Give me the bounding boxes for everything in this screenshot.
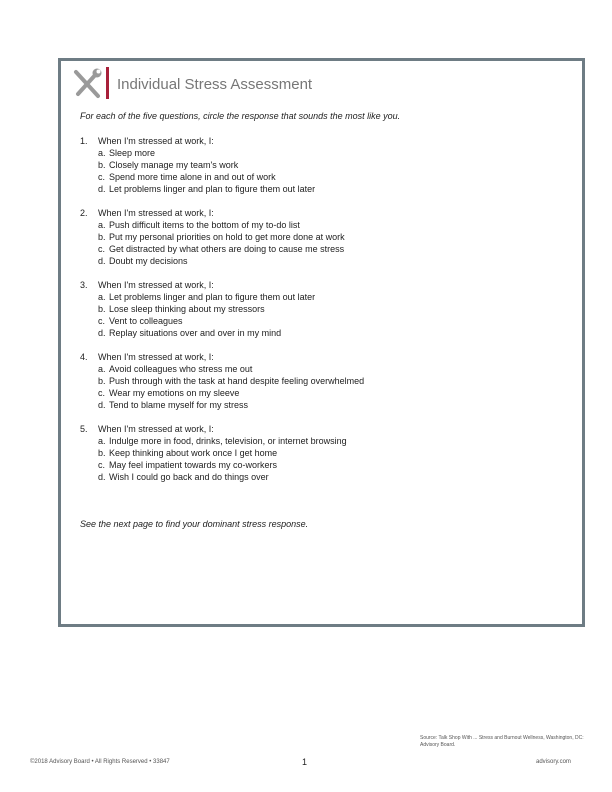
- answer-option[interactable]: [80, 315, 315, 327]
- option-letter: c.: [98, 388, 106, 398]
- answer-option[interactable]: [80, 291, 315, 303]
- option-text: Lose sleep thinking about my stressors: [109, 304, 265, 314]
- question-number: 5.: [80, 424, 88, 434]
- option-text: Let problems linger and plan to figure them out later: [109, 184, 316, 194]
- question-stem: [80, 351, 364, 363]
- answer-option[interactable]: [80, 219, 345, 231]
- question-number: 4.: [80, 352, 88, 362]
- answer-option[interactable]: [80, 231, 345, 243]
- answer-option[interactable]: [80, 303, 315, 315]
- option-text: Keep thinking about work once I get home: [109, 448, 278, 458]
- option-text: Push difficult items to the bottom of my to-do list: [109, 220, 300, 230]
- option-letter: d.: [98, 328, 106, 338]
- answer-option[interactable]: [80, 171, 315, 183]
- question: [80, 135, 315, 195]
- option-text: Sleep more: [109, 148, 156, 158]
- option-text: Put my personal priorities on hold to get more done at work: [109, 232, 345, 242]
- option-letter: a.: [98, 148, 106, 158]
- question-stem: [80, 207, 345, 219]
- option-letter: b.: [98, 160, 106, 170]
- page-title: Individual Stress Assessment: [117, 76, 313, 93]
- question-text: When I'm stressed at work, I:: [98, 208, 214, 218]
- question-number: 2.: [80, 208, 88, 218]
- answer-option[interactable]: [80, 363, 364, 375]
- answer-option[interactable]: [80, 471, 347, 483]
- option-letter: d.: [98, 256, 106, 266]
- option-letter: c.: [98, 244, 106, 254]
- option-text: Wear my emotions on my sleeve: [109, 388, 240, 398]
- question-stem: [80, 135, 315, 147]
- option-letter: b.: [98, 304, 106, 314]
- answer-option[interactable]: [80, 387, 364, 399]
- answer-option[interactable]: [80, 147, 315, 159]
- page-number: 1: [302, 757, 308, 767]
- question-stem: [80, 279, 315, 291]
- question-number: 1.: [80, 136, 88, 146]
- option-letter: d.: [98, 400, 106, 410]
- option-text: May feel impatient towards my co-workers: [109, 460, 278, 470]
- answer-option[interactable]: [80, 255, 345, 267]
- question-stem: [80, 423, 347, 435]
- option-text: Closely manage my team's work: [109, 160, 239, 170]
- answer-option[interactable]: [80, 375, 364, 387]
- answer-option[interactable]: [80, 243, 345, 255]
- question: [80, 351, 364, 411]
- instructions: For each of the five questions, circle the response that sounds the most like you.: [80, 111, 401, 121]
- answer-option[interactable]: [80, 159, 315, 171]
- answer-option[interactable]: [80, 327, 315, 339]
- website: advisory.com: [536, 759, 571, 765]
- option-text: Push through with the task at hand despite feeling overwhelmed: [109, 376, 365, 386]
- option-letter: b.: [98, 232, 106, 242]
- answer-option[interactable]: [80, 459, 347, 471]
- option-letter: a.: [98, 292, 106, 302]
- question-number: 3.: [80, 280, 88, 290]
- copyright: ©2018 Advisory Board • All Rights Reserved • 33847: [30, 759, 170, 765]
- tools-icon: [72, 68, 102, 100]
- option-text: Avoid colleagues who stress me out: [109, 364, 253, 374]
- answer-option[interactable]: [80, 399, 364, 411]
- option-letter: d.: [98, 472, 106, 482]
- question: [80, 207, 345, 267]
- source-citation: Source: Talk Shop With ... Stress and Burnout Wellness, Washington, DC: Advisory Board.: [420, 735, 584, 748]
- question-text: When I'm stressed at work, I:: [98, 424, 214, 434]
- answer-option[interactable]: [80, 183, 315, 195]
- option-text: Vent to colleagues: [109, 316, 183, 326]
- next-page-note: See the next page to find your dominant stress response.: [80, 519, 309, 529]
- option-text: Get distracted by what others are doing to cause me stress: [109, 244, 345, 254]
- option-letter: c.: [98, 172, 106, 182]
- question-text: When I'm stressed at work, I:: [98, 136, 214, 146]
- option-text: Let problems linger and plan to figure them out later: [109, 292, 316, 302]
- question-text: When I'm stressed at work, I:: [98, 280, 214, 290]
- question-text: When I'm stressed at work, I:: [98, 352, 214, 362]
- option-text: Indulge more in food, drinks, television, or internet browsing: [109, 436, 347, 446]
- question: [80, 423, 347, 483]
- option-text: Tend to blame myself for my stress: [109, 400, 249, 410]
- option-text: Replay situations over and over in my mind: [109, 328, 282, 338]
- option-text: Spend more time alone in and out of work: [109, 172, 276, 182]
- option-letter: d.: [98, 184, 106, 194]
- option-letter: c.: [98, 316, 106, 326]
- option-letter: c.: [98, 460, 106, 470]
- option-letter: b.: [98, 448, 106, 458]
- option-text: Doubt my decisions: [109, 256, 188, 266]
- question: [80, 279, 315, 339]
- answer-option[interactable]: [80, 435, 347, 447]
- option-letter: a.: [98, 220, 106, 230]
- option-letter: b.: [98, 376, 106, 386]
- option-letter: a.: [98, 364, 106, 374]
- option-text: Wish I could go back and do things over: [109, 472, 269, 482]
- title-accent-bar: [106, 67, 109, 99]
- answer-option[interactable]: [80, 447, 347, 459]
- option-letter: a.: [98, 436, 106, 446]
